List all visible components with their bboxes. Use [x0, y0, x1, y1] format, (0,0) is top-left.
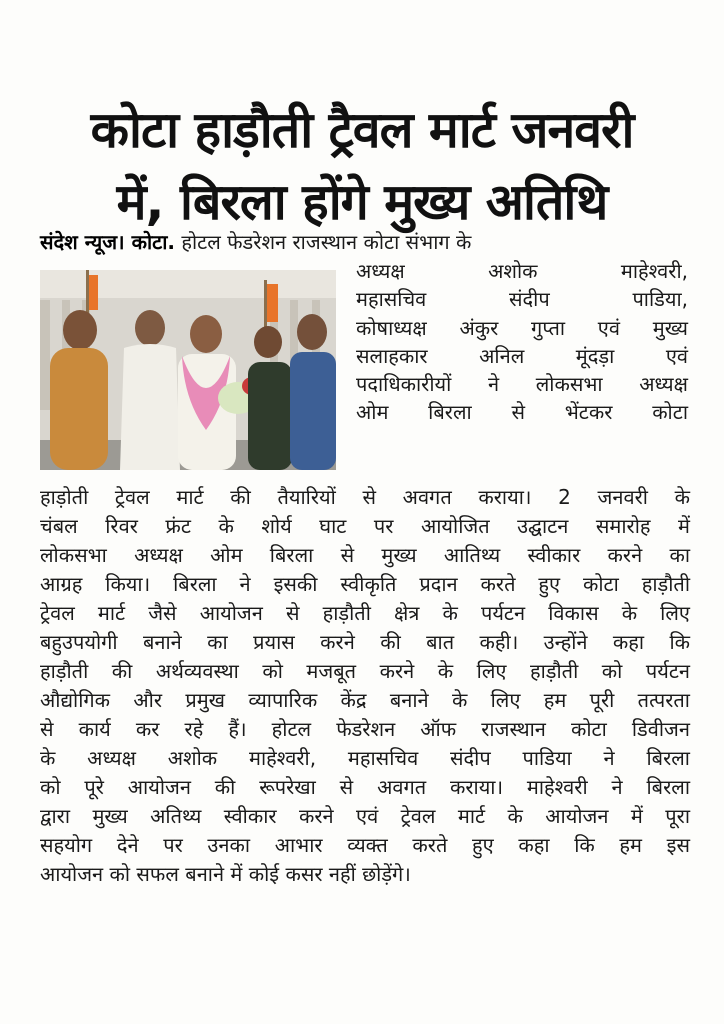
side-line: सलाहकार अनिल मूंदड़ा एवं	[356, 343, 688, 368]
dateline-text: होटल फेडरेशन राजस्थान कोटा संभाग के	[181, 230, 472, 254]
dateline	[40, 228, 690, 256]
side-line: ओम बिरला से भेंटकर कोटा	[356, 400, 688, 425]
side-line: महासचिव संदीप पाडिया,	[356, 287, 688, 312]
side-line: पदाधिकारीयों ने लोकसभा अध्यक्ष	[356, 372, 688, 397]
body-line: औद्योगिक और प्रमुख व्यापारिक केंद्र बनाने के लिए हम पूरी तत्परता	[40, 688, 690, 712]
body-line: हाड़ोती ट्रेवल मार्ट की तैयारियों से अवगत कराया। 2 जनवरी के	[40, 485, 690, 509]
body-line: ट्रेवल मार्ट जैसे आयोजन से हाड़ौती क्षेत्र के पर्यटन विकास के लिए	[40, 601, 690, 625]
headline-line-1: कोटा हाड़ौती ट्रैवल मार्ट जनवरी	[90, 100, 634, 159]
body-line: सहयोग देने पर उनका आभार व्यक्त करते हुए कहा कि हम इस	[40, 833, 690, 857]
headline	[20, 94, 704, 238]
body-line: आयोजन को सफल बनाने में कोई कसर नहीं छोड़ेंगे।	[40, 862, 411, 886]
dateline-source: संदेश न्यूज। कोटा.	[40, 230, 175, 254]
body-line: से कार्य कर रहे हैं। होटल फेडरेशन ऑफ राजस्थान कोटा डिवीजन	[40, 717, 690, 741]
body-line: के अध्यक्ष अशोक माहेश्वरी, महासचिव संदीप पाडिया ने बिरला	[40, 746, 690, 770]
body-line: को पूरे आयोजन की रूपरेखा से अवगत कराया। माहेश्वरी ने बिरला	[40, 775, 690, 799]
body-line: हाड़ौती की अर्थव्यवस्था को मजबूत करने के लिए हाड़ौती को पर्यटन	[40, 659, 690, 683]
news-photo-illustration	[40, 270, 336, 470]
headline-line-2: में, बिरला होंगे मुख्य अतिथि	[116, 172, 608, 231]
side-column	[356, 257, 688, 427]
news-photo	[40, 270, 336, 470]
body-line: द्वारा मुख्य अतिथ्य स्वीकार करने एवं ट्रेवल मार्ट के आयोजन में पूरा	[40, 804, 690, 828]
side-line: अध्यक्ष अशोक माहेश्वरी,	[356, 259, 688, 283]
body-line: बहुउपयोगी बनाने का प्रयास करने की बात कही। उन्होंने कहा कि	[40, 630, 690, 654]
body-line: चंबल रिवर फ्रंट के शोर्य घाट पर आयोजित उद्घाटन समारोह में	[40, 514, 690, 538]
body-line: आग्रह किया। बिरला ने इसकी स्वीकृति प्रदान करते हुए कोटा हाड़ौती	[40, 572, 690, 596]
article-body	[40, 483, 690, 889]
side-line: कोषाध्यक्ष अंकुर गुप्ता एवं मुख्य	[356, 315, 688, 340]
body-line: लोकसभा अध्यक्ष ओम बिरला से मुख्य आतिथ्य स्वीकार करने का	[40, 543, 690, 567]
